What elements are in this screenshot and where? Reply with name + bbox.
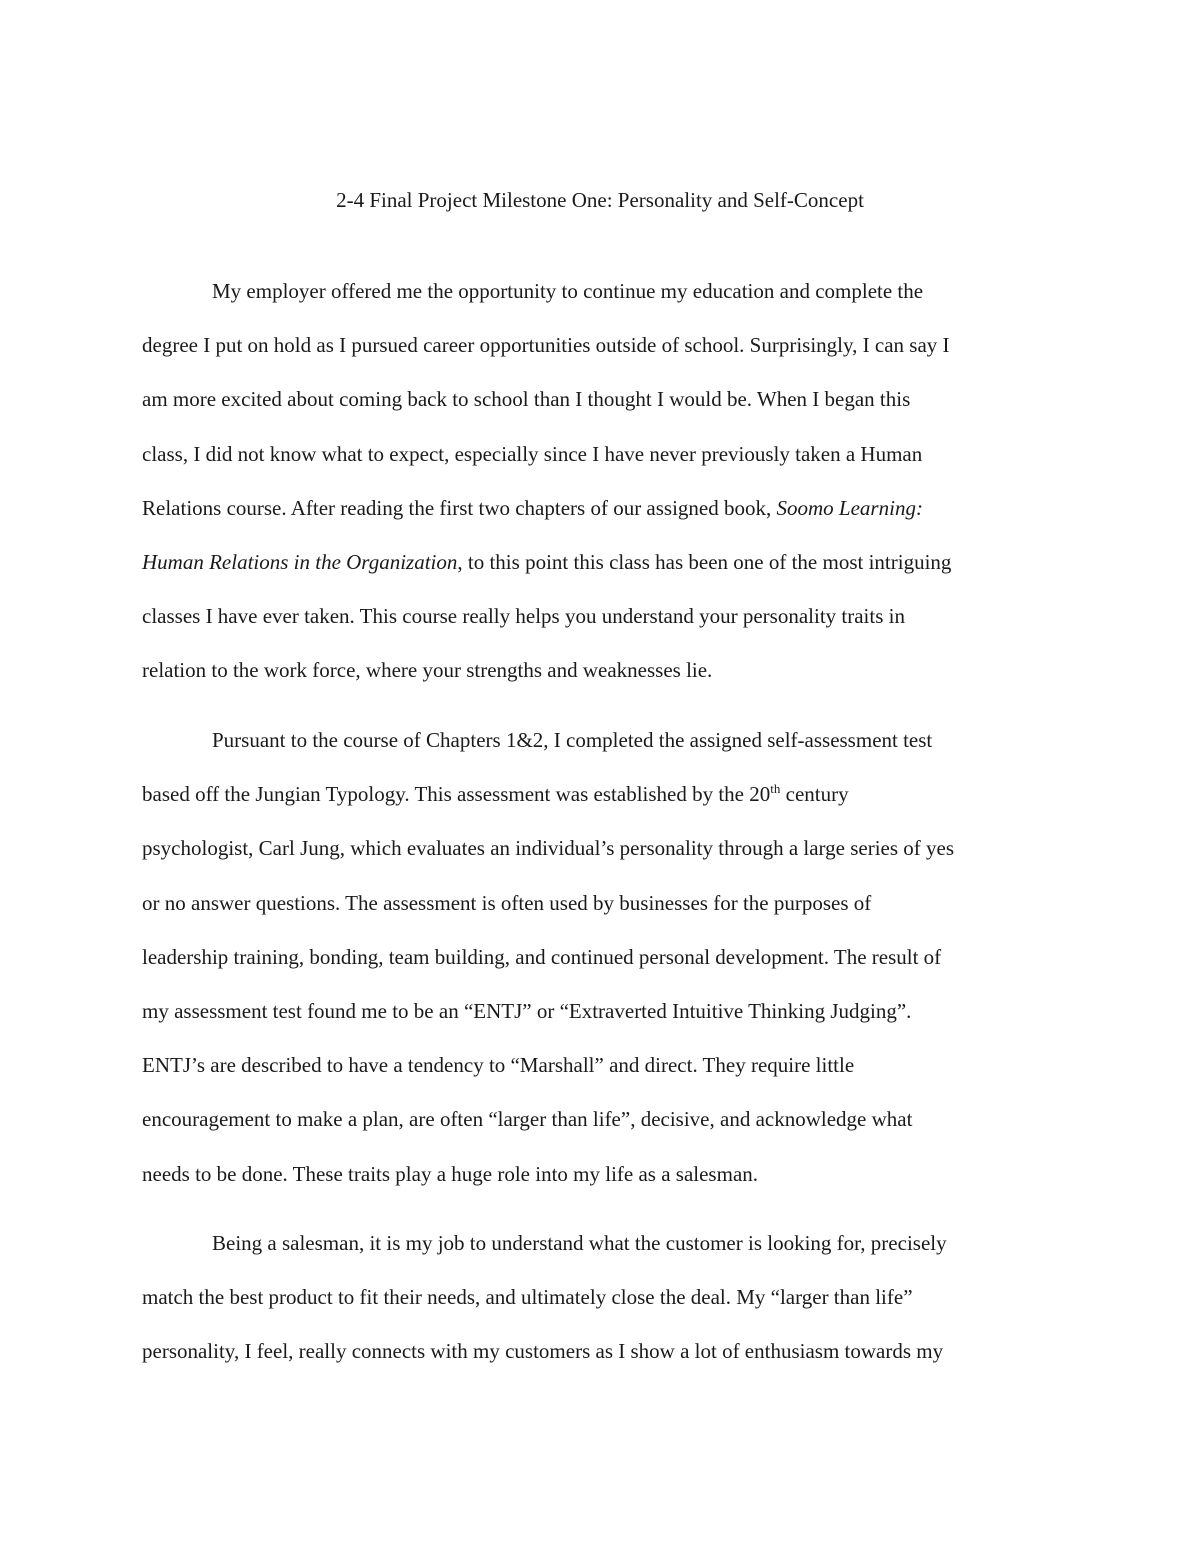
paragraph-line	[142, 767, 1062, 821]
paragraph-line	[142, 535, 1062, 589]
paragraph-line: personality, I feel, really connects with my customers as I show a lot of enthusiasm towards my	[142, 1339, 944, 1364]
paragraph-line: or no answer questions. The assessment is often used by businesses for the purposes of	[142, 890, 872, 915]
paragraph-1	[142, 264, 1062, 698]
paragraph-line: needs to be done. These traits play a huge role into my life as a salesman.	[142, 1161, 759, 1186]
paragraph-line: encouragement to make a plan, are often “larger than life”, decisive, and acknowledge what	[142, 1107, 913, 1132]
line-text: century	[780, 782, 849, 807]
paragraph-line: leadership training, bonding, team building, and continued personal development. The result of	[142, 944, 942, 969]
line-text: based off the Jungian Typology. This assessment was established by the 20	[142, 782, 771, 807]
paragraph-line: match the best product to fit their needs, and ultimately close the deal. My “larger than life”	[142, 1285, 913, 1310]
document-title: 2-4 Final Project Milestone One: Personality and Self-Concept	[336, 188, 864, 212]
paragraph-line: degree I put on hold as I pursued career opportunities outside of school. Surprisingly, I can say I	[142, 333, 950, 358]
paragraph-line: psychologist, Carl Jung, which evaluates an individual’s personality through a large series of yes	[142, 836, 955, 861]
book-title-italic: Human Relations in the Organization	[142, 550, 458, 575]
book-title-italic: Soomo Learning:	[776, 495, 923, 520]
paragraph-line: am more excited about coming back to school than I thought I would be. When I began this	[142, 387, 911, 412]
paragraph-line: class, I did not know what to expect, especially since I have never previously taken a Human	[142, 441, 923, 466]
line-text: , to this point this class has been one of the most intriguing	[457, 550, 952, 575]
paragraph-2	[142, 713, 1062, 1201]
paragraph-line: Being a salesman, it is my job to understand what the customer is looking for, precisely	[212, 1231, 947, 1255]
superscript: th	[770, 781, 781, 797]
paragraph-line: My employer offered me the opportunity to continue my education and complete the	[212, 279, 924, 303]
paragraph-line	[142, 481, 1062, 535]
paragraph-line: relation to the work force, where your strengths and weaknesses lie.	[142, 658, 713, 683]
line-text: Relations course. After reading the first two chapters of our assigned book,	[142, 495, 777, 520]
paragraph-line: classes I have ever taken. This course really helps you understand your personality traits in	[142, 604, 905, 629]
paragraph-line: my assessment test found me to be an “ENTJ” or “Extraverted Intuitive Thinking Judging”.	[142, 999, 912, 1024]
paragraph-3	[142, 1216, 1062, 1379]
paragraph-line: Pursuant to the course of Chapters 1&2, I completed the assigned self-assessment test	[212, 728, 933, 752]
paragraph-line: ENTJ’s are described to have a tendency to “Marshall” and direct. They require little	[142, 1053, 855, 1078]
